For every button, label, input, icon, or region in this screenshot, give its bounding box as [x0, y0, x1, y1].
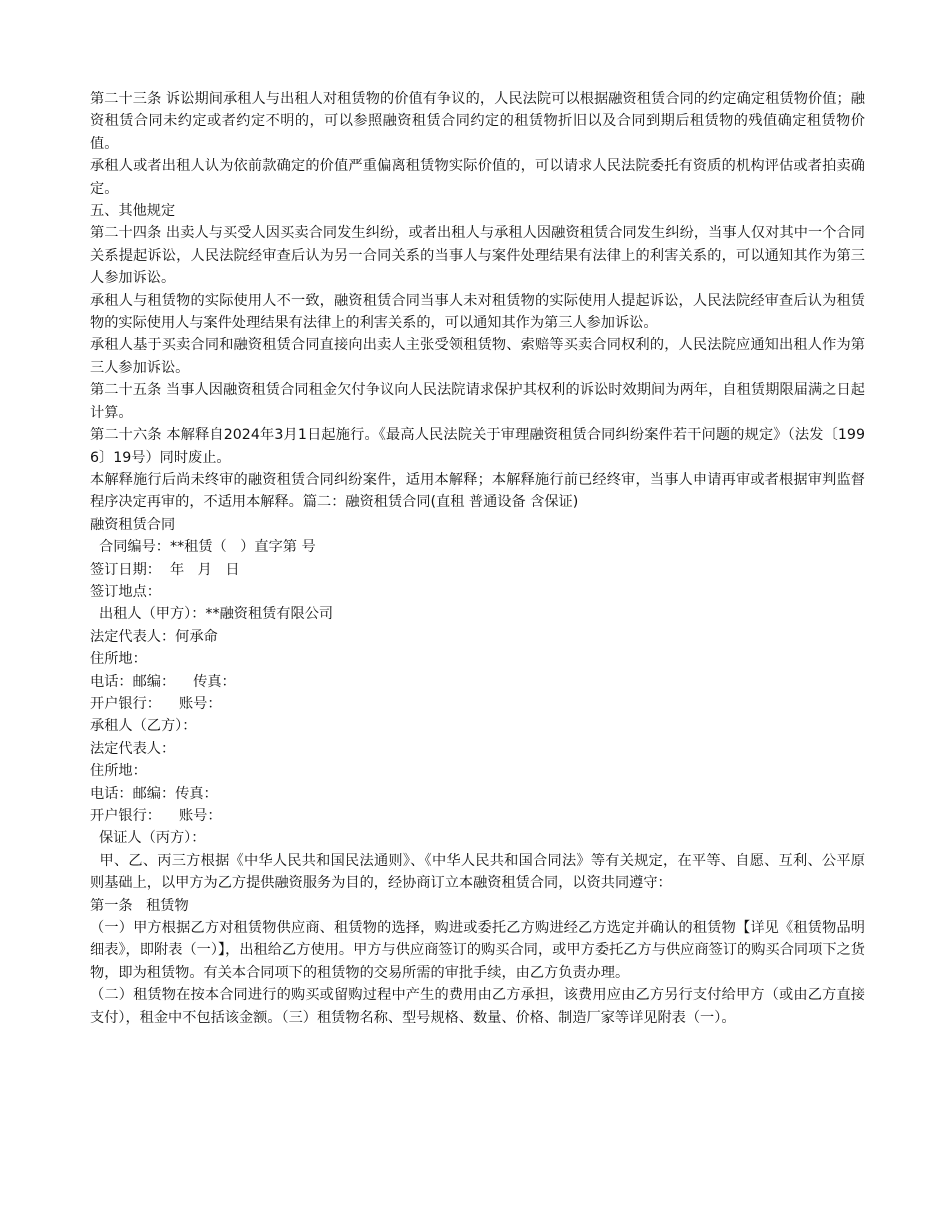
contract-number: 合同编号：**租赁（ ）直字第 号	[90, 539, 316, 556]
lessor-legal-rep: 法定代表人：何承命	[90, 628, 218, 645]
lessee-bank: 开户银行： 账号：	[90, 808, 222, 824]
signing-date: 签订日期： 年 月 日	[90, 561, 240, 578]
signing-place: 签订地点：	[90, 583, 161, 600]
article-24-para-3: 承租人基于买卖合同和融资租赁合同直接向出卖人主张受领租赁物、索赔等买卖合同权利的，人民法院应通知出租人作为第三人参加诉讼。	[90, 337, 865, 376]
guarantor-party-c: 保证人（丙方）：	[90, 830, 206, 847]
lessor-address: 住所地：	[90, 651, 147, 668]
article-23-para-2: 承租人或者出租人认为依前款确定的价值严重偏离租赁物实际价值的，可以请求人民法院委托有资质的机构评估或者拍卖确定。	[90, 158, 865, 197]
article-24: 第二十四条 出卖人与买受人因买卖合同发生纠纷，或者出租人与承租人因融资租赁合同发生纠纷，当事人仅对其中一个合同关系提起诉讼，人民法院经审查后认为另一合同关系的当事人与案件处理结果有法律上的利害关系的，可以通知其作为第三人参加诉讼。	[90, 225, 865, 287]
clause-1-heading: 第一条 租赁物	[90, 897, 189, 914]
lessee-party-b: 承租人（乙方）：	[90, 718, 197, 735]
lessor-contact: 电话：邮编： 传真：	[90, 673, 236, 690]
contract-preamble: 甲、乙、丙三方根据《中华人民共和国民法通则》、《中华人民共和国合同法》等有关规定，在平等、自愿、互利、公平原则基础上，以甲方为乙方提供融资服务为目的，经协商订立本融资租赁合同，以资共同遵守：	[90, 852, 865, 892]
article-25: 第二十五条 当事人因融资租赁合同租金欠付争议向人民法院请求保护其权利的诉讼时效期间为两年，自租赁期限届满之日起计算。	[90, 382, 865, 421]
lessor-bank: 开户银行： 账号：	[90, 695, 222, 712]
article-24-para-2: 承租人与租赁物的实际使用人不一致，融资租赁合同当事人未对租赁物的实际使用人提起诉讼，人民法院经审查后认为租赁物的实际使用人与案件处理结果有法律上的利害关系的，可以通知其作为第三人参加诉讼。	[90, 292, 865, 332]
lessee-address: 住所地：	[90, 763, 147, 780]
lessee-contact: 电话：邮编：传真：	[90, 785, 218, 802]
clause-1-item-2-3: （二）租赁物在按本合同进行的购买或留购过程中产生的费用由乙方承担，该费用应由乙方另行支付给甲方（或由乙方直接支付），租金中不包括该金额。（三）租赁物名称、型号规格、数量、价格、制造厂家等详见附表（一）。	[90, 987, 865, 1026]
article-23: 第二十三条 诉讼期间承租人与出租人对租赁物的价值有争议的，人民法院可以根据融资租赁合同的约定确定租赁物价值；融资租赁合同未约定或者约定不明的，可以参照融资租赁合同约定的租赁物折旧以及合同到期后租赁物的残值确定租赁物价值。	[90, 91, 865, 152]
document-page	[90, 88, 865, 1029]
section-heading-other-provisions: 五、其他规定	[90, 203, 176, 220]
lessor-party-a: 出租人（甲方）：**融资租赁有限公司	[90, 606, 334, 623]
article-26-para-2: 本解释施行后尚未终审的融资租赁合同纠纷案件，适用本解释；本解释施行前已经终审，当事人申请再审或者根据审判监督程序决定再审的，不适用本解释。篇二：融资租赁合同(直租 普通设备 含保证)	[90, 471, 865, 511]
clause-1-item-1: （一）甲方根据乙方对租赁物供应商、租赁物的选择，购进或委托乙方购进经乙方选定并确认的租赁物【详见《租赁物品明细表》，即附表（一）】，出租给乙方使用。甲方与供应商签订的购买合同，或甲方委托乙方与供应商签订的购买合同项下之货物，即为租赁物。有关本合同项下的租赁物的交易所需的审批手续，由乙方负责办理。	[90, 920, 865, 981]
lessee-legal-rep: 法定代表人：	[90, 740, 176, 757]
contract-title: 融资租赁合同	[90, 516, 176, 533]
article-26: 第二十六条 本解释自2024年3月1日起施行。《最高人民法院关于审理融资租赁合同纠纷案件若干问题的规定》（法发〔1996〕19号）同时废止。	[90, 427, 865, 466]
